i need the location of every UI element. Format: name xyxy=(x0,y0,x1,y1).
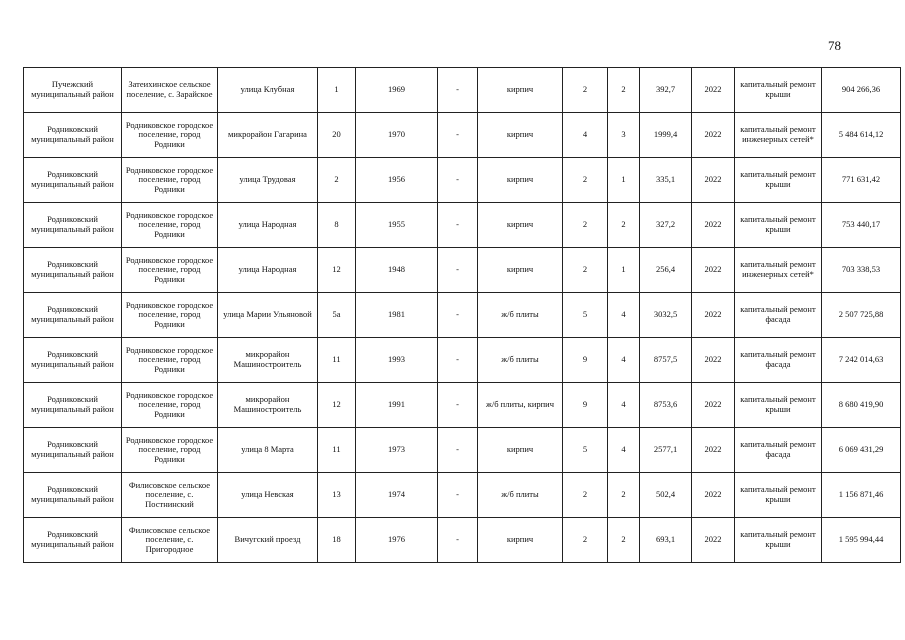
cell-district: Родниковский муниципальный район xyxy=(24,113,122,158)
cell-street: улица Марии Ульяновой xyxy=(218,293,318,338)
table-row xyxy=(24,473,901,518)
cell-house: 1 xyxy=(318,68,356,113)
cell-year: 1993 xyxy=(356,338,438,383)
cell-area: 693,1 xyxy=(640,518,692,563)
cell-street: улица Клубная xyxy=(218,68,318,113)
cell-entrances: 2 xyxy=(608,68,640,113)
cell-material: кирпич xyxy=(478,68,563,113)
cell-floors: 9 xyxy=(563,383,608,428)
cell-reconstruction: - xyxy=(438,428,478,473)
cell-settlement: Родниковское городское поселение, город Родники xyxy=(122,248,218,293)
cell-settlement: Затеихинское сельское поселение, с. Зарайское xyxy=(122,68,218,113)
cell-district: Родниковский муниципальный район xyxy=(24,428,122,473)
cell-area: 327,2 xyxy=(640,203,692,248)
cell-entrances: 4 xyxy=(608,338,640,383)
cell-cost: 771 631,42 xyxy=(822,158,901,203)
cell-district: Родниковский муниципальный район xyxy=(24,383,122,428)
cell-reconstruction: - xyxy=(438,518,478,563)
cell-house: 11 xyxy=(318,428,356,473)
cell-reconstruction: - xyxy=(438,338,478,383)
cell-reconstruction: - xyxy=(438,473,478,518)
cell-cost: 5 484 614,12 xyxy=(822,113,901,158)
cell-material: ж/б плиты xyxy=(478,293,563,338)
cell-material: кирпич xyxy=(478,428,563,473)
cell-settlement: Родниковское городское поселение, город Родники xyxy=(122,383,218,428)
cell-year: 1969 xyxy=(356,68,438,113)
cell-material: ж/б плиты, кирпич xyxy=(478,383,563,428)
cell-house: 18 xyxy=(318,518,356,563)
cell-reconstruction: - xyxy=(438,203,478,248)
cell-plan-year: 2022 xyxy=(692,428,735,473)
cell-material: кирпич xyxy=(478,518,563,563)
cell-cost: 1 156 871,46 xyxy=(822,473,901,518)
cell-house: 2 xyxy=(318,158,356,203)
cell-area: 3032,5 xyxy=(640,293,692,338)
cell-settlement: Родниковское городское поселение, город Родники xyxy=(122,428,218,473)
cell-year: 1974 xyxy=(356,473,438,518)
cell-floors: 9 xyxy=(563,338,608,383)
cell-entrances: 2 xyxy=(608,473,640,518)
cell-street: Вичугский проезд xyxy=(218,518,318,563)
cell-district: Родниковский муниципальный район xyxy=(24,518,122,563)
cell-district: Родниковский муниципальный район xyxy=(24,338,122,383)
cell-street: улица Трудовая xyxy=(218,158,318,203)
cell-street: улица Народная xyxy=(218,248,318,293)
table-row xyxy=(24,203,901,248)
cell-settlement: Филисовское сельское поселение, с. Постнинский xyxy=(122,473,218,518)
cell-work: капитальный ремонт крыши xyxy=(735,518,822,563)
cell-work: капитальный ремонт инженерных сетей* xyxy=(735,248,822,293)
cell-year: 1955 xyxy=(356,203,438,248)
cell-street: улица 8 Марта xyxy=(218,428,318,473)
cell-street: микрорайон Машиностроитель xyxy=(218,383,318,428)
cell-area: 8753,6 xyxy=(640,383,692,428)
cell-floors: 5 xyxy=(563,428,608,473)
cell-material: кирпич xyxy=(478,158,563,203)
table-row xyxy=(24,518,901,563)
cell-year: 1991 xyxy=(356,383,438,428)
cell-work: капитальный ремонт крыши xyxy=(735,203,822,248)
cell-district: Родниковский муниципальный район xyxy=(24,293,122,338)
cell-cost: 6 069 431,29 xyxy=(822,428,901,473)
cell-district: Родниковский муниципальный район xyxy=(24,203,122,248)
cell-street: микрорайон Машиностроитель xyxy=(218,338,318,383)
page-number: 78 xyxy=(828,38,841,53)
cell-cost: 904 266,36 xyxy=(822,68,901,113)
cell-plan-year: 2022 xyxy=(692,203,735,248)
cell-floors: 2 xyxy=(563,518,608,563)
cell-reconstruction: - xyxy=(438,248,478,293)
table-row xyxy=(24,158,901,203)
cell-reconstruction: - xyxy=(438,293,478,338)
table-row xyxy=(24,293,901,338)
cell-floors: 2 xyxy=(563,158,608,203)
cell-entrances: 4 xyxy=(608,383,640,428)
cell-area: 392,7 xyxy=(640,68,692,113)
table-row xyxy=(24,248,901,293)
cell-settlement: Филисовское сельское поселение, с. Пригородное xyxy=(122,518,218,563)
cell-work: капитальный ремонт крыши xyxy=(735,473,822,518)
cell-material: кирпич xyxy=(478,113,563,158)
table-body xyxy=(24,68,901,563)
cell-entrances: 4 xyxy=(608,428,640,473)
cell-house: 5а xyxy=(318,293,356,338)
cell-area: 256,4 xyxy=(640,248,692,293)
cell-entrances: 4 xyxy=(608,293,640,338)
cell-year: 1976 xyxy=(356,518,438,563)
cell-entrances: 2 xyxy=(608,203,640,248)
cell-reconstruction: - xyxy=(438,158,478,203)
cell-cost: 8 680 419,90 xyxy=(822,383,901,428)
table-row xyxy=(24,338,901,383)
cell-floors: 2 xyxy=(563,248,608,293)
cell-plan-year: 2022 xyxy=(692,383,735,428)
cell-material: ж/б плиты xyxy=(478,338,563,383)
cell-work: капитальный ремонт крыши xyxy=(735,68,822,113)
housing-repair-table xyxy=(23,67,901,563)
cell-floors: 5 xyxy=(563,293,608,338)
table-row xyxy=(24,428,901,473)
cell-reconstruction: - xyxy=(438,113,478,158)
table-row xyxy=(24,383,901,428)
cell-cost: 7 242 014,63 xyxy=(822,338,901,383)
cell-year: 1973 xyxy=(356,428,438,473)
cell-street: улица Народная xyxy=(218,203,318,248)
cell-work: капитальный ремонт фасада xyxy=(735,293,822,338)
cell-plan-year: 2022 xyxy=(692,473,735,518)
cell-house: 12 xyxy=(318,383,356,428)
cell-plan-year: 2022 xyxy=(692,113,735,158)
cell-reconstruction: - xyxy=(438,68,478,113)
cell-entrances: 1 xyxy=(608,248,640,293)
cell-area: 502,4 xyxy=(640,473,692,518)
cell-material: кирпич xyxy=(478,248,563,293)
cell-plan-year: 2022 xyxy=(692,158,735,203)
cell-work: капитальный ремонт фасада xyxy=(735,338,822,383)
cell-house: 13 xyxy=(318,473,356,518)
cell-cost: 703 338,53 xyxy=(822,248,901,293)
cell-house: 8 xyxy=(318,203,356,248)
cell-house: 12 xyxy=(318,248,356,293)
cell-district: Пучежский муниципальный район xyxy=(24,68,122,113)
cell-year: 1970 xyxy=(356,113,438,158)
cell-area: 2577,1 xyxy=(640,428,692,473)
cell-plan-year: 2022 xyxy=(692,248,735,293)
cell-district: Родниковский муниципальный район xyxy=(24,473,122,518)
cell-floors: 2 xyxy=(563,203,608,248)
cell-plan-year: 2022 xyxy=(692,338,735,383)
cell-material: ж/б плиты xyxy=(478,473,563,518)
cell-work: капитальный ремонт крыши xyxy=(735,158,822,203)
cell-work: капитальный ремонт крыши xyxy=(735,383,822,428)
cell-house: 11 xyxy=(318,338,356,383)
cell-street: улица Невская xyxy=(218,473,318,518)
cell-street: микрорайон Гагарина xyxy=(218,113,318,158)
cell-cost: 753 440,17 xyxy=(822,203,901,248)
cell-entrances: 1 xyxy=(608,158,640,203)
cell-house: 20 xyxy=(318,113,356,158)
table-row xyxy=(24,68,901,113)
cell-settlement: Родниковское городское поселение, город Родники xyxy=(122,338,218,383)
cell-settlement: Родниковское городское поселение, город Родники xyxy=(122,158,218,203)
cell-area: 1999,4 xyxy=(640,113,692,158)
cell-year: 1956 xyxy=(356,158,438,203)
cell-settlement: Родниковское городское поселение, город Родники xyxy=(122,293,218,338)
cell-settlement: Родниковское городское поселение, город Родники xyxy=(122,113,218,158)
cell-settlement: Родниковское городское поселение, город Родники xyxy=(122,203,218,248)
cell-plan-year: 2022 xyxy=(692,518,735,563)
cell-district: Родниковский муниципальный район xyxy=(24,158,122,203)
cell-area: 8757,5 xyxy=(640,338,692,383)
cell-cost: 2 507 725,88 xyxy=(822,293,901,338)
cell-floors: 2 xyxy=(563,68,608,113)
cell-area: 335,1 xyxy=(640,158,692,203)
cell-floors: 4 xyxy=(563,113,608,158)
cell-cost: 1 595 994,44 xyxy=(822,518,901,563)
cell-entrances: 2 xyxy=(608,518,640,563)
cell-year: 1981 xyxy=(356,293,438,338)
cell-work: капитальный ремонт фасада xyxy=(735,428,822,473)
cell-work: капитальный ремонт инженерных сетей* xyxy=(735,113,822,158)
table-row xyxy=(24,113,901,158)
cell-plan-year: 2022 xyxy=(692,293,735,338)
cell-year: 1948 xyxy=(356,248,438,293)
cell-entrances: 3 xyxy=(608,113,640,158)
cell-plan-year: 2022 xyxy=(692,68,735,113)
cell-floors: 2 xyxy=(563,473,608,518)
cell-material: кирпич xyxy=(478,203,563,248)
cell-district: Родниковский муниципальный район xyxy=(24,248,122,293)
cell-reconstruction: - xyxy=(438,383,478,428)
